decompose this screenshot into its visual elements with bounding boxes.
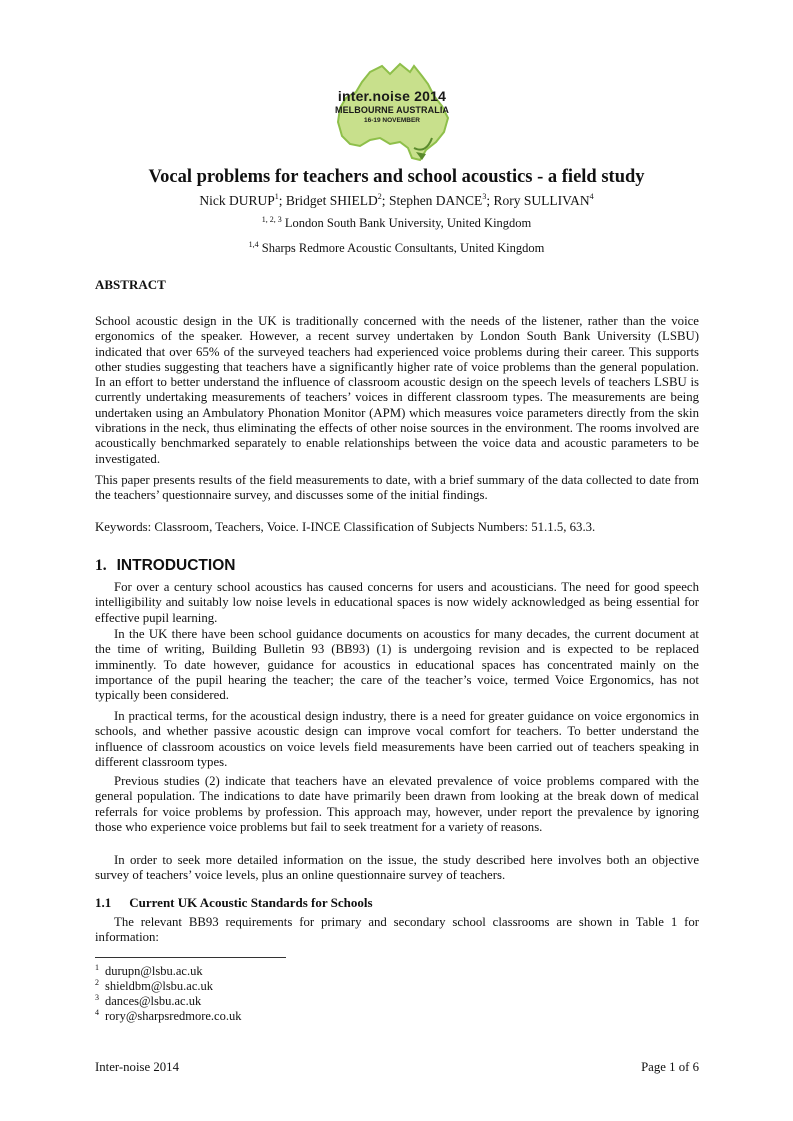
logo-location: MELBOURNE AUSTRALIA xyxy=(334,105,450,115)
footnote xyxy=(95,979,213,994)
abstract-paragraph: This paper presents results of the field measurements to date, with a brief summary of the data collected to date from the teachers’ questionnaire survey, and discusses some of the initial findings. xyxy=(95,473,699,503)
affiliation-text: London South Bank University, United Kingdom xyxy=(281,216,532,230)
body-paragraph: The relevant BB93 requirements for primary and secondary school classrooms are shown in Table 1 for information: xyxy=(95,915,699,945)
author-name: Stephen DANCE xyxy=(388,193,483,208)
body-paragraph: In practical terms, for the acoustical design industry, there is a need for greater guidance on voice ergonomics in schools, and whether passive acoustic design can improve vocal comfort for teachers. To better understand the influence of classroom acoustics on voice levels field measurements have been carried out of teachers speaking in different classroom types. xyxy=(95,709,699,769)
author-list xyxy=(0,193,793,209)
footnote-divider xyxy=(95,957,286,958)
footer-page-number: Page 1 of 6 xyxy=(641,1060,699,1074)
affiliation xyxy=(0,241,793,256)
footnote-number: 2 xyxy=(95,978,99,987)
logo-title: inter.noise 2014 xyxy=(337,88,447,104)
footer-conference: Inter-noise 2014 xyxy=(95,1060,179,1074)
footnote-email: rory@sharpsredmore.co.uk xyxy=(105,1009,242,1023)
body-paragraph: In order to seek more detailed information on the issue, the study described here involves both an objective survey of teachers’ voice levels, plus an online questionnaire survey of teachers. xyxy=(95,853,699,883)
footnote-number: 4 xyxy=(95,1008,99,1017)
footnote xyxy=(95,964,203,979)
author-sup: 1 xyxy=(274,192,279,201)
author-name: Rory SULLIVAN xyxy=(493,193,590,208)
affiliation-sup: 1,4 xyxy=(248,240,259,249)
footnote xyxy=(95,994,201,1009)
conference-logo xyxy=(330,62,454,166)
footnote-email: shieldbm@lsbu.ac.uk xyxy=(105,979,214,993)
author-sup: 4 xyxy=(589,192,594,201)
section-title: INTRODUCTION xyxy=(116,557,236,574)
body-paragraph: For over a century school acoustics has caused concerns for users and acousticians. The need for good speech intelligibility and suitably low noise levels in educational spaces is now widely acknowledged as being essential for effective pupil learning. xyxy=(95,580,699,625)
author-name: Nick DURUP xyxy=(199,193,275,208)
affiliation xyxy=(0,216,793,231)
author-sup: 2 xyxy=(377,192,382,201)
paper-title: Vocal problems for teachers and school acoustics - a field study xyxy=(148,167,645,187)
footnote-number: 3 xyxy=(95,993,99,1002)
author-sup: 3 xyxy=(482,192,487,201)
footnote-email: dances@lsbu.ac.uk xyxy=(105,994,202,1008)
author-separator: ; xyxy=(486,193,494,208)
subsection-number: 1.1 xyxy=(95,895,112,910)
section-heading xyxy=(95,557,235,575)
footnote-number: 1 xyxy=(95,963,99,972)
section-number: 1. xyxy=(95,557,107,574)
subsection-heading xyxy=(95,895,373,911)
author-name: Bridget SHIELD xyxy=(285,193,378,208)
footnote-email: durupn@lsbu.ac.uk xyxy=(105,964,203,978)
footnote xyxy=(95,1009,241,1024)
abstract-paragraph: School acoustic design in the UK is traditionally concerned with the needs of the listener, rather than the voice ergonomics of the speaker. However, a recent survey undertaken by London South Bank University (LSBU) indicated that over 65% of the surveyed teachers had experienced voice problems during their career. This supports other studies suggesting that teachers have a significantly higher rate of voice problems than the general population. In an effort to better understand the influence of classroom acoustic design on the speech levels of teachers LSBU is currently undertaking measurements of teachers’ voices in different classroom types. The measurements are being undertaken using an Ambulatory Phonation Monitor (APM) which measures voice parameters directly from the skin vibrations in the neck, thus eliminating the effects of other noise sources in the environment. The rooms involved are acoustically benchmarked separately to enable relationships between the voice data and acoustic parameters to be investigated. xyxy=(95,314,699,466)
body-paragraph: Previous studies (2) indicate that teachers have an elevated prevalence of voice problems compared with the general population. The indications to date have primarily been drawn from looking at the break down of medical referrals for voice problems by profession. This approach may, however, under report the prevalence by ignoring those who experience voice problems but fail to seek treatment for a variety of reasons. xyxy=(95,774,699,834)
logo-dates: 16-19 NOVEMBER xyxy=(364,117,420,124)
abstract-heading: ABSTRACT xyxy=(95,277,166,292)
subsection-title: Current UK Acoustic Standards for Schools xyxy=(129,895,373,910)
author-separator: ; xyxy=(381,193,389,208)
affiliation-text: Sharps Redmore Acoustic Consultants, United Kingdom xyxy=(258,241,545,255)
affiliation-sup: 1, 2, 3 xyxy=(261,215,282,224)
body-paragraph: In the UK there have been school guidance documents on acoustics for many decades, the current document at the time of writing, Building Bulletin 93 (BB93) (1) is undergoing revision and is expected to be replaced imminently. To date however, guidance for acoustics in educational spaces has concentrated mainly on the importance of the pupil hearing the teacher; the care of the teacher’s voice, termed Voice Ergonomics, has not typically been considered. xyxy=(95,627,699,703)
keywords: Keywords: Classroom, Teachers, Voice. I-INCE Classification of Subjects Numbers: 51.1.5, 63.3. xyxy=(95,520,596,534)
author-separator: ; xyxy=(278,193,286,208)
